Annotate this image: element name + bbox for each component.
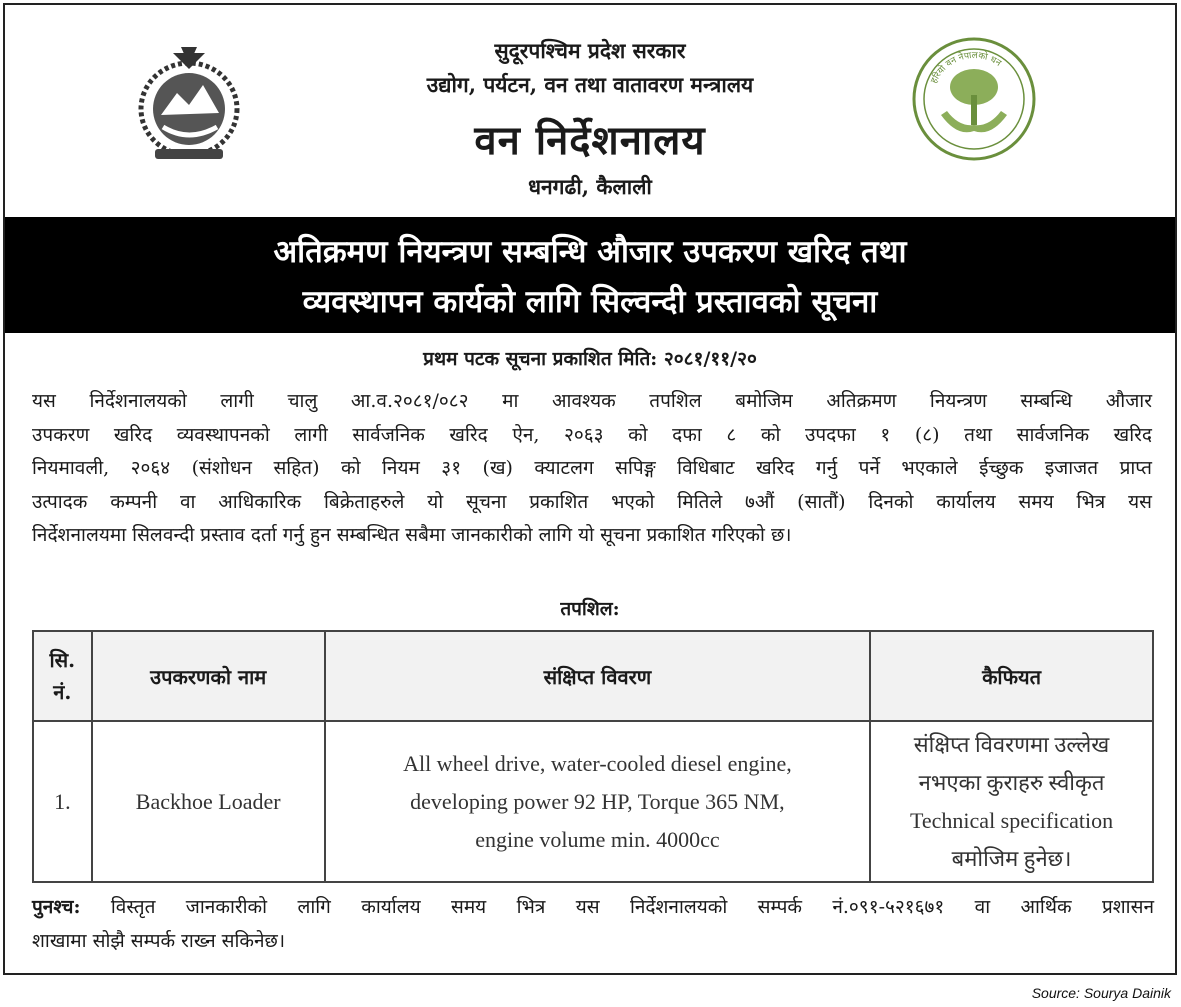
remark-line: नभएका कुराहरु स्वीकृत [918,769,1105,795]
desc-line: All wheel drive, water-cooled diesel engine, [403,750,792,776]
remark-line: Technical specification [910,807,1114,833]
details-table [32,630,1154,883]
desc-line: engine volume min. 4000cc [475,826,720,852]
notice-title-line-1: अतिक्रमण नियन्त्रण सम्बन्धि औजार उपकरण खरिद तथा [273,234,907,270]
notice-frame [3,3,1177,975]
postscript [32,891,1154,958]
postscript-label: पुनश्च: [32,896,81,918]
table-header-row [33,631,1153,721]
body-line: उपकरण खरिद व्यवस्थापनको लागी सार्वजनिक खरिद ऐन, २०६३ को दफा ८ को उपदफा १ (८) तथा सार्वजनिक खरिद [32,423,1152,446]
logo-text: हरियो वन नेपालको धन [929,50,1003,86]
table-row [33,721,1153,882]
header-serial [33,631,92,721]
office-location: धनगढी, कैलाली [528,174,652,199]
postscript-text: विस्तृत जानकारीको लागि कार्यालय समय भित्र यस निर्देशनालयको सम्पर्क नं.०९१-५२१६७१ वा आर्थिक प्रशासन [80,896,1154,918]
row-serial: 1. [33,721,92,882]
notice-body [32,385,1152,553]
header-serial-line2: नं. [53,680,72,704]
publish-date: प्रथम पटक सूचना प्रकाशित मिति: २०८१/११/२० [423,348,757,370]
remark-line: बमोजिम हुनेछ। [951,845,1072,871]
postscript-line: शाखामा सोझै सम्पर्क राख्न सकिनेछ। [32,929,286,952]
header-serial-line1: सि. [49,648,76,672]
row-equipment-name: Backhoe Loader [92,721,325,882]
body-line: निर्देशनालयमा सिलवन्दी प्रस्ताव दर्ता गर्नु हुन सम्बन्धित सबैमा जानकारीको लागि यो सूचना प्रकाशित गरिएको छ। [32,524,792,546]
desc-line: developing power 92 HP, Torque 365 NM, [410,788,785,814]
forest-logo-icon [911,35,1037,163]
postscript-line [32,891,1154,925]
notice-header [5,5,1175,217]
remark-line: संक्षिप्त विवरणमा उल्लेख [913,731,1110,757]
table-title: तपशिल: [560,598,620,620]
header-brief-description: संक्षिप्त विवरण [325,631,870,721]
row-description [325,721,870,882]
header-remarks: कैफियत [870,631,1153,721]
row-remarks [870,721,1153,882]
body-line: यस निर्देशनालयको लागी चालु आ.व.२०८१/०८२ मा आवश्यक तपशिल बमोजिम अतिक्रमण नियन्त्रण सम्बन्धि औजार [32,390,1152,412]
source-credit: Source: Sourya Dainik [1031,985,1171,1001]
body-line: उत्पादक कम्पनी वा आधिकारिक बिक्रेताहरुले यो सूचना प्रकाशित भएको मितिले ७औं (सातौं) दिनको कार्यालय समय भित्र यस [32,490,1152,513]
directorate-title: वन निर्देशनालय [474,117,706,164]
province-government: सुदूरपश्चिम प्रदेश सरकार [494,38,686,63]
body-line: नियमावली, २०६४ (संशोधन सहित) को नियम ३१ (ख) क्याटलग सपिङ्ग विधिबाट खरिद गर्नु पर्ने भएकाले ईच्छुक इजाजत प्राप्त [32,457,1152,479]
header-equipment-name: उपकरणको नाम [92,631,325,721]
notice-title-line-2: व्यवस्थापन कार्यको लागि सिल्वन्दी प्रस्तावको सूचना [302,284,878,320]
ministry-name: उद्योग, पर्यटन, वन तथा वातावरण मन्त्रालय [426,72,754,97]
notice-title-banner [5,217,1175,333]
